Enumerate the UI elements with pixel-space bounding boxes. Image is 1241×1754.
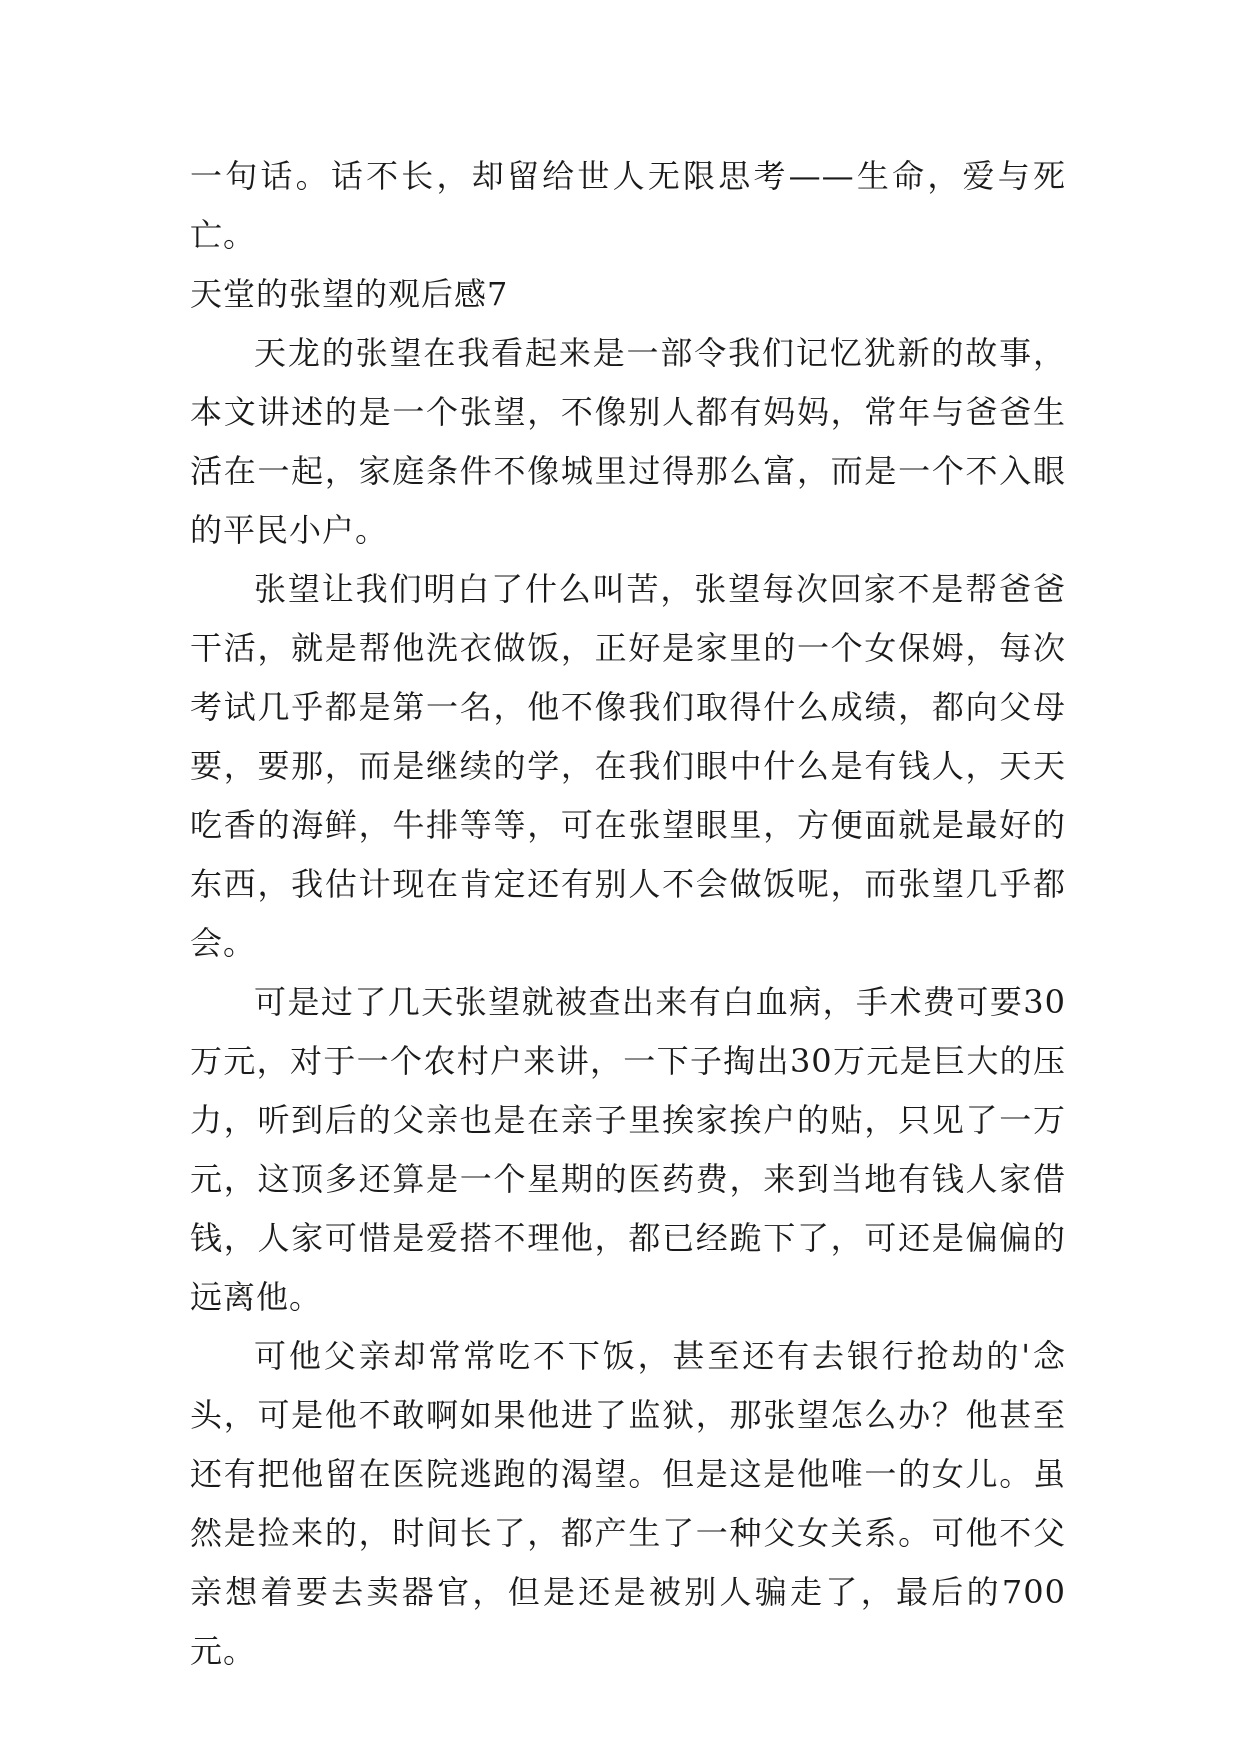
paragraph: 可他父亲却常常吃不下饭，甚至还有去银行抢劫的'念头，可是他不敢啊如果他进了监狱，那张望怎么办？他甚至还有把他留在医院逃跑的渴望。但是这是他唯一的女儿。虽然是捡来的，时间长了，都产生了一种父女关系。可他不父亲想着要去卖器官，但是还是被别人骗走了，最后的700元。 [190, 1337, 1066, 1670]
paragraph: 可是过了几天张望就被查出来有白血病，手术费可要30万元，对于一个农村户来讲，一下子掏出30万元是巨大的压力，听到后的父亲也是在亲子里挨家挨户的贴，只见了一万元，这顶多还算是一个星期的医药费，来到当地有钱人家借钱，人家可惜是爱搭不理他，都已经跪下了，可还是偏偏的远离他。 [190, 983, 1066, 1316]
paragraph: 天龙的张望在我看起来是一部令我们记忆犹新的故事，本文讲述的是一个张望，不像别人都有妈妈，常年与爸爸生活在一起，家庭条件不像城里过得那么富，而是一个不入眼的平民小户。 [190, 334, 1066, 549]
section-title: 天堂的张望的观后感7 [190, 275, 509, 313]
document-body [190, 147, 1066, 1681]
paragraph: 张望让我们明白了什么叫苦，张望每次回家不是帮爸爸干活，就是帮他洗衣做饭，正好是家里的一个女保姆，每次考试几乎都是第一名，他不像我们取得什么成绩，都向父母要，要那，而是继续的学，在我们眼中什么是有钱人，天天吃香的海鲜，牛排等等，可在张望眼里，方便面就是最好的东西，我估计现在肯定还有别人不会做饭呢，而张望几乎都会。 [190, 570, 1066, 962]
paragraph-continuation: 一句话。话不长，却留给世人无限思考——生命，爱与死亡。 [190, 157, 1066, 254]
